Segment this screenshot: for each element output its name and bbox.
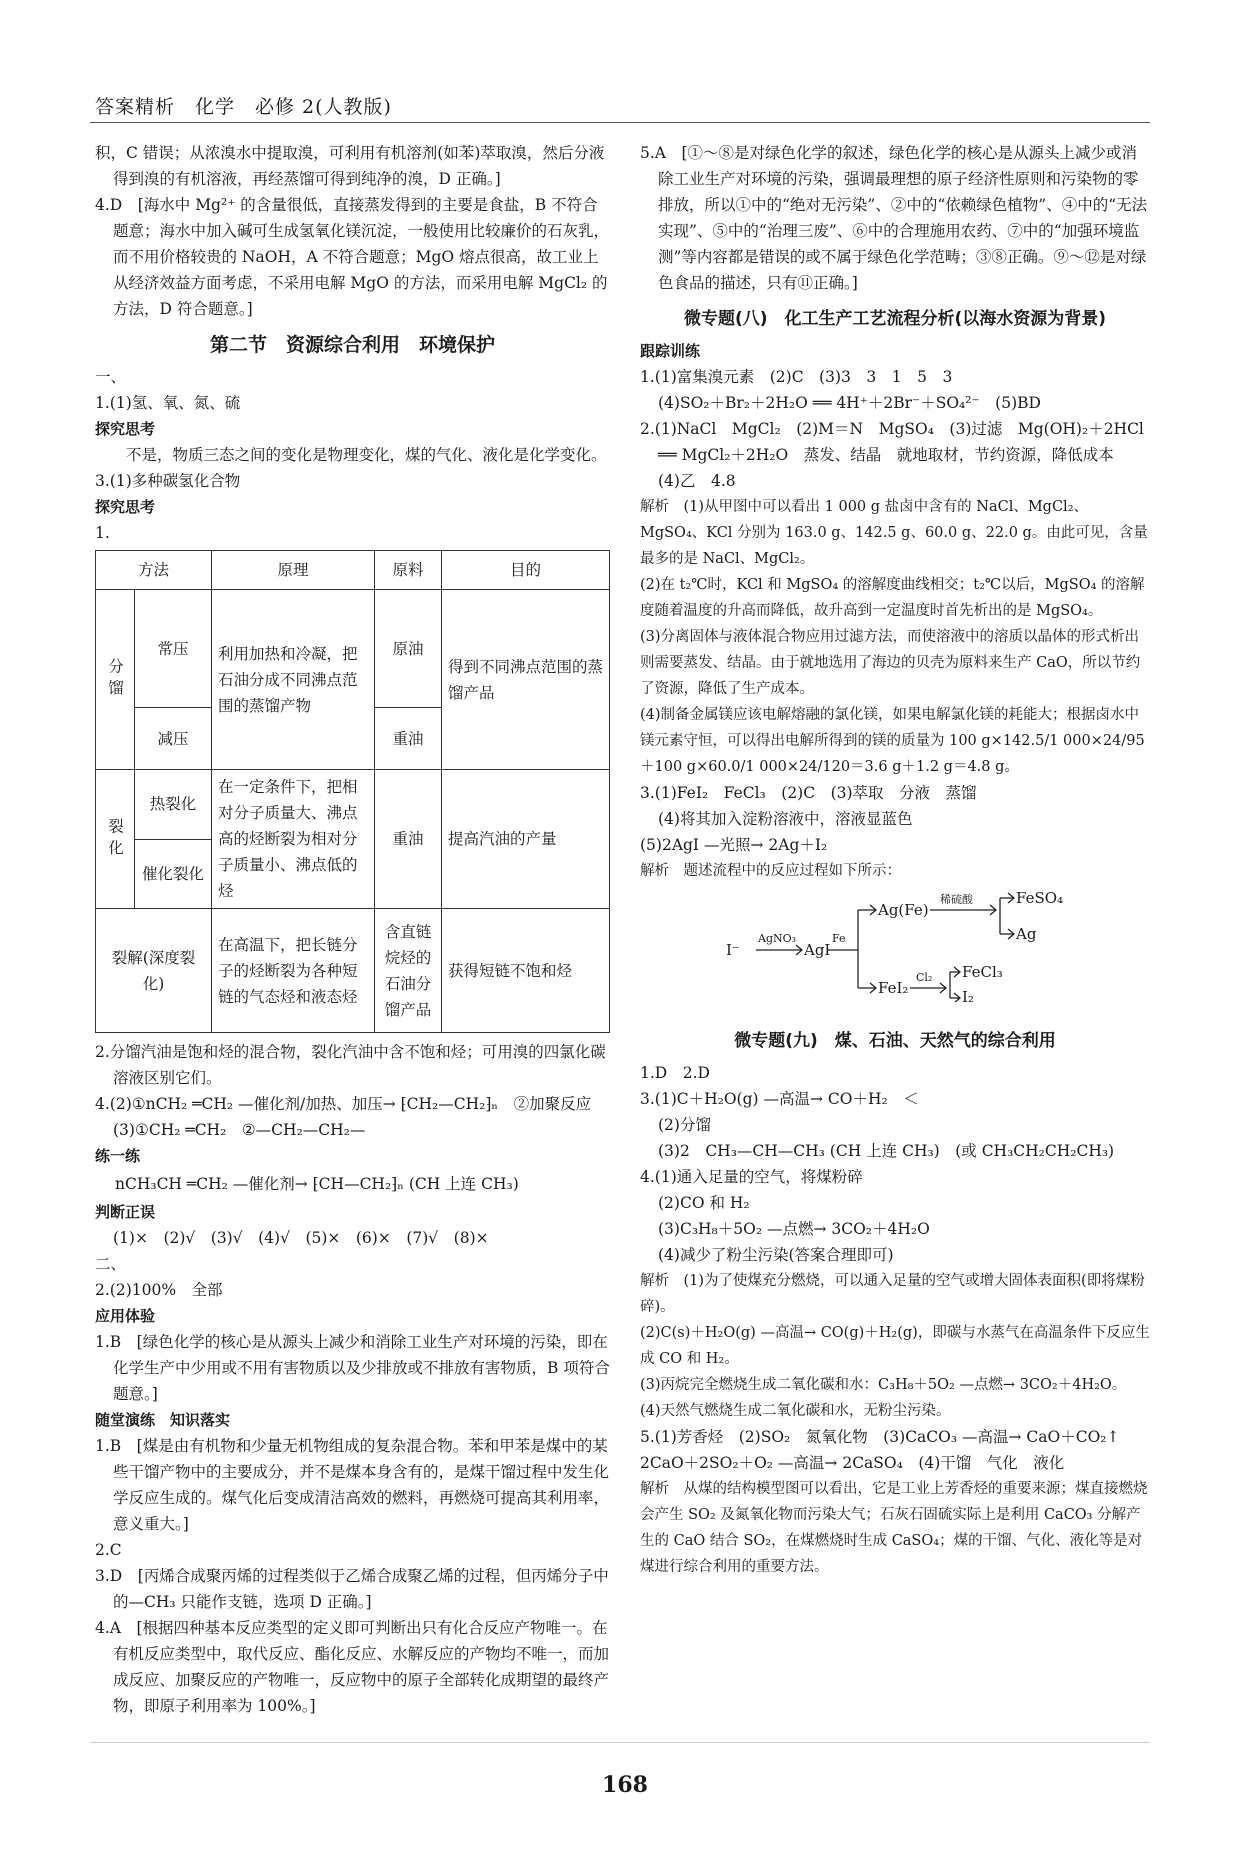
sub-vac: 减压 [135, 708, 212, 770]
flow-fecl3: FeCl₃ [962, 963, 1003, 981]
track-3a: 3.(1)FeI₂ FeCl₃ (2)C (3)萃取 分液 蒸馏 [640, 784, 977, 802]
raw-3: 含直链烷烃的石油分馏产品 [375, 909, 442, 1033]
u-5-expl: 解析 从煤的结构模型图可以看出，它是工业上芳香烃的重要来源；煤直接燃烧会产生 SO₂ 及氮氧化物而污染大气；石灰石固硫实际上是利用 CaCO₃ 分解产生的 CaO 结合 SO₂，在煤燃烧时生成 CaSO₄；煤的干馏、气化、液化等是对煤进行综合利用的重要方法。 [640, 1481, 1148, 1575]
think-label-2: 探究思考 [95, 498, 156, 516]
principle-2: 在一定条件下，把相对分子质量大、沸点高的烃断裂为相对分子质量小、沸点低的烃 [212, 770, 375, 909]
raw-1a: 原油 [375, 590, 442, 708]
drill-2: 2.C [95, 1541, 122, 1559]
u-5b: 2CaO＋2SO₂＋O₂ —高温→ 2CaSO₄ (4)干馏 气化 液化 [640, 1454, 1065, 1472]
think-text-1: 不是，物质三态之间的变化是物理变化，煤的气化、液化是化学变化。 [126, 446, 607, 464]
purpose-3: 获得短链不饱和烃 [442, 909, 610, 1033]
left-column [95, 140, 610, 1719]
sub-catalytic: 催化裂化 [135, 839, 212, 909]
practice-equation: nCH₃CH ═CH₂ —催化剂→ ⁅CH—CH₂⁆ₙ (CH 上连 CH₃) [115, 1175, 519, 1193]
track-3c: (5)2AgI —光照→ 2Ag＋I₂ [640, 836, 828, 854]
u-4b: (2)CO 和 H₂ [658, 1194, 750, 1212]
answer-3-tail: 积，C 错误；从浓溴水中提取溴，可利用有机溶剂(如苯)萃取溴，然后分液得到溴的有机溶液，再经蒸馏可得到纯净的溴，D 正确。] [95, 144, 605, 188]
running-header: 答案精析 化学 必修 2(人教版) [95, 96, 392, 118]
th-raw: 原料 [375, 551, 442, 590]
flow-i2: I₂ [962, 988, 974, 1002]
flow-fei2: FeI₂ [878, 979, 909, 997]
u-4-expl-1: 解析 (1)为了使煤充分燃烧，可以通入足量的空气或增大固体表面积(即将煤粉碎)。 [640, 1273, 1145, 1315]
u-1: 1.D 2.D [640, 1064, 710, 1082]
flow-fe: Fe [832, 932, 846, 945]
item-1: 1. [95, 524, 110, 542]
practice-label: 练一练 [95, 1147, 141, 1165]
item-2: 2.分馏汽油是饱和烃的混合物，裂化汽油中含不饱和烃；可用溴的四氯化碳溶液区别它们。 [95, 1043, 606, 1087]
answer-5: 5.A [①～⑧是对绿色化学的叙述，绿色化学的核心是从源头上减少或消除工业生产对环境的污染，强调最理想的原子经济性原则和污染物的零排放，所以①中的“绝对无污染”、②中的“依赖绿色植物”、④中的“无法实现”、⑤中的“治理三废”、⑥中的合理施用农药、⑦中的“加强环境监测”等内容都是错误的或不属于绿色化学范畴；③⑧正确。⑨～⑫是对绿色食品的描述，只有⑪正确。] [640, 144, 1148, 292]
flow-agno3: AgNO₃ [758, 932, 797, 945]
item-4-3: (3)①CH₂ ═CH₂ ②—CH₂—CH₂— [113, 1121, 366, 1139]
item-2-2: 2.(2)100% 全部 [95, 1281, 223, 1299]
topic-8-title: 微专题(八) 化工生产工艺流程分析(以海水资源为背景) [683, 309, 1107, 329]
track-2-expl-1: 解析 (1)从甲图中可以看出 1 000 g 盐卤中含有的 NaCl、MgCl₂、MgSO₄、KCl 分别为 163.0 g、142.5 g、60.0 g、22.0 g。由此可见，含量最多的是 NaCl、MgCl₂。 [640, 499, 1148, 567]
u-4-expl-4: (4)天然气燃烧生成二氧化碳和水，无粉尘污染。 [640, 1403, 951, 1419]
drill-4: 4.A [根据四种基本反应类型的定义即可判断出只有化合反应产物唯一。在有机反应类型中，取代反应、酯化反应、水解反应的产物均不唯一，而加成反应、加聚反应的产物唯一，反应物中的原子全部转化成期望的最终产物，即原子利用率为 100%。] [95, 1619, 610, 1715]
drill-1: 1.B [煤是由有机物和少量无机物组成的复杂混合物。苯和甲苯是煤中的某些干馏产物中的主要成分，并不是煤本身含有的，是煤干馏过程中发生化学反应生成的。煤气化后变成清洁高效的燃料，再燃烧可提高其利用率，意义重大。] [95, 1437, 610, 1533]
u-4-expl-3: (3)丙烷完全燃烧生成二氧化碳和水：C₃H₈＋5O₂ —点燃→ 3CO₂＋4H₂O。 [640, 1377, 1127, 1393]
part-two: 二、 [95, 1255, 127, 1273]
footer-rule [90, 1742, 1150, 1743]
page-number: 168 [602, 1772, 648, 1798]
u-3b: (2)分馏 [658, 1116, 711, 1134]
th-method: 方法 [96, 551, 212, 590]
drill-label: 随堂演练 知识落实 [95, 1411, 231, 1429]
flow-iodide: I⁻ [726, 941, 740, 959]
th-principle: 原理 [212, 551, 375, 590]
u-4d: (4)减少了粉尘污染(答案合理即可) [658, 1246, 894, 1264]
u-3a: 3.(1)C＋H₂O(g) —高温→ CO＋H₂ ＜ [640, 1090, 919, 1108]
track-3b: (4)将其加入淀粉溶液中，溶液显蓝色 [658, 810, 913, 828]
right-column [640, 140, 1150, 1580]
principle-1: 利用加热和冷凝，把石油分成不同沸点范围的蒸馏产物 [212, 590, 375, 770]
track-label: 跟踪训练 [640, 342, 701, 360]
track-2-expl-4: (4)制备金属镁应该电解熔融的氯化镁，如果电解氯化镁的耗能大；根据卤水中镁元素守恒，可以得出电解所得到的镁的质量为 100 g×142.5/1 000×24/95＋100 g×60.0/1 000×24/120＝3.6 g＋1.2 g＝4.8 g。 [640, 707, 1145, 775]
track-1a: 1.(1)富集溴元素 (2)C (3)3 3 1 5 3 [640, 368, 953, 386]
track-2a: 2.(1)NaCl MgCl₂ (2)M＝N MgSO₄ (3)过滤 Mg(OH)₂＋2HCl ══ MgCl₂＋2H₂O 蒸发、结晶 就地取材，节约资源，降低成本 (4)乙 4.8 [640, 420, 1149, 490]
answer-4: 4.D [海水中 Mg²⁺ 的含量很低，直接蒸发得到的主要是食盐，B 不符合题意；海水中加入碱可生成氢氧化镁沉淀，一般使用比较廉价的石灰乳，而不用价格较贵的 NaOH，A 不符合题意；MgO 熔点很高，故工业上从经济效益方面考虑，不采用电解 MgO 的方法，而采用电解 MgCl₂ 的方法，D 符合题意。] [95, 196, 610, 318]
item-3-1: 3.(1)多种碳氢化合物 [95, 472, 241, 490]
sub-thermal: 热裂化 [135, 770, 212, 840]
sub-atm: 常压 [135, 590, 212, 708]
judge-answers: (1)× (2)√ (3)√ (4)√ (5)× (6)× (7)√ (8)× [113, 1229, 489, 1247]
u-5a: 5.(1)芳香烃 (2)SO₂ 氮氧化物 (3)CaCO₃ —高温→ CaO＋CO₂↑ [640, 1428, 1120, 1446]
u-4-expl-2: (2)C(s)＋H₂O(g) —高温→ CO(g)＋H₂(g)，即碳与水蒸气在高温条件下反应生成 CO 和 H₂。 [640, 1325, 1150, 1367]
flow-cl2: Cl₂ [916, 971, 933, 984]
judge-label: 判断正误 [95, 1203, 156, 1221]
flow-ag: Ag [1016, 925, 1037, 943]
flow-feso4: FeSO₄ [1016, 890, 1064, 907]
item-4-2: 4.(2)①nCH₂ ═CH₂ —催化剂/加热、加压→ ⁅CH₂—CH₂⁆ₙ ②加聚反应 [95, 1095, 592, 1113]
track-1b: (4)SO₂＋Br₂＋2H₂O ══ 4H⁺＋2Br⁻＋SO₄²⁻ (5)BD [658, 394, 1041, 412]
group-cracking: 裂化 [96, 770, 135, 909]
apply-text: 1.B [绿色化学的核心是从源头上减少和消除工业生产对环境的污染，即在化学生产中少用或不用有害物质以及少排放或不排放有害物质，B 项符合题意。] [95, 1333, 610, 1403]
iodine-flow-diagram [640, 890, 1150, 1002]
petroleum-table [95, 550, 610, 1033]
apply-label: 应用体验 [95, 1307, 156, 1325]
flow-agi: AgI [804, 941, 831, 959]
flow-ag-fe: Ag(Fe) [878, 901, 929, 919]
part-one: 一、 [95, 368, 127, 386]
header-rule [90, 122, 1150, 123]
section-title: 第二节 资源综合利用 环境保护 [209, 334, 495, 356]
track-2-expl-3: (3)分离固体与液体混合物应用过滤方法，而使溶液中的溶质以晶体的形式析出则需要蒸发、结晶。由于就地选用了海边的贝壳为原料来生产 CaO，所以节约了资源，降低了生产成本。 [640, 629, 1141, 697]
raw-1b: 重油 [375, 708, 442, 770]
topic-9-title: 微专题(九) 煤、石油、天然气的综合利用 [734, 1031, 1056, 1051]
u-4a: 4.(1)通入足量的空气，将煤粉碎 [640, 1168, 863, 1186]
purpose-2: 提高汽油的产量 [442, 770, 610, 909]
drill-3: 3.D [丙烯合成聚丙烯的过程类似于乙烯合成聚乙烯的过程，但丙烯分子中的—CH₃ 只能作支链，选项 D 正确。] [95, 1567, 609, 1611]
group-pyrolysis: 裂解(深度裂化) [96, 909, 212, 1033]
track-3-expl: 解析 题述流程中的反应过程如下所示： [640, 863, 901, 879]
u-3c: (3)2 CH₃—CH—CH₃ (CH 上连 CH₃) (或 CH₃CH₂CH₂CH₃) [658, 1142, 1115, 1160]
item-1-1: 1.(1)氢、氧、氮、硫 [95, 394, 241, 412]
th-purpose: 目的 [442, 551, 610, 590]
think-label-1: 探究思考 [95, 420, 156, 438]
raw-2: 重油 [375, 770, 442, 909]
u-4c: (3)C₃H₈＋5O₂ —点燃→ 3CO₂＋4H₂O [658, 1220, 930, 1238]
group-fractionation: 分馏 [96, 590, 135, 770]
flow-dilute-acid: 稀硫酸 [940, 893, 973, 906]
principle-3: 在高温下，把长链分子的烃断裂为各种短链的气态烃和液态烃 [212, 909, 375, 1033]
track-2-expl-2: (2)在 t₂℃时，KCl 和 MgSO₄ 的溶解度曲线相交；t₂℃以后，MgSO₄ 的溶解度随着温度的升高而降低，故升高到一定温度时首先析出的是 MgSO₄。 [640, 577, 1145, 619]
purpose-1: 得到不同沸点范围的蒸馏产品 [442, 590, 610, 770]
